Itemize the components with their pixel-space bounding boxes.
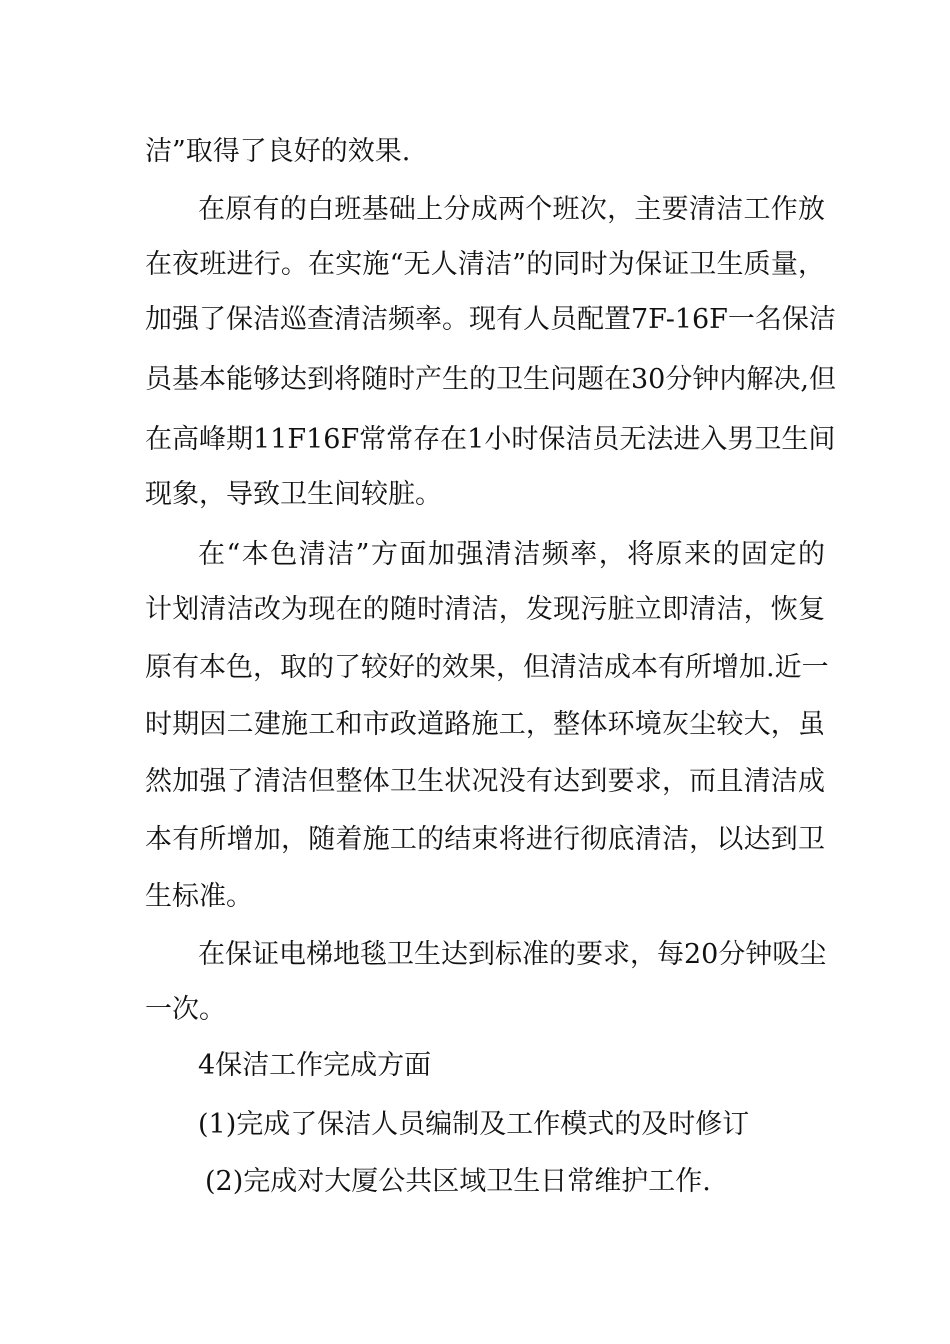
paragraph-line: 在夜班进行。在实施“无人清洁”的同时为保证卫生质量， bbox=[145, 249, 825, 280]
text-line: 洁”取得了良好的效果. bbox=[145, 136, 411, 167]
paragraph-line: 原有本色，取的了较好的效果，但清洁成本有所增加.近一 bbox=[145, 652, 829, 683]
paragraph-line: 在保证电梯地毯卫生达到标准的要求，每20分钟吸尘 bbox=[198, 939, 827, 970]
paragraph-line: 一次。 bbox=[145, 994, 226, 1025]
paragraph-line: 然加强了清洁但整体卫生状况没有达到要求，而且清洁成 bbox=[145, 766, 825, 797]
paragraph-line: 在“本色清洁”方面加强清洁频率，将原来的固定的 bbox=[198, 539, 825, 570]
paragraph-line: 在高峰期11F16F常常存在1小时保洁员无法进入男卫生间 bbox=[145, 424, 836, 455]
paragraph-line: 本有所增加，随着施工的结束将进行彻底清洁，以达到卫 bbox=[145, 824, 825, 855]
paragraph-line: 生标准。 bbox=[145, 881, 253, 912]
paragraph-line: 加强了保洁巡查清洁频率。现有人员配置7F-16F一名保洁 bbox=[145, 304, 836, 335]
paragraph-line: 在原有的白班基础上分成两个班次，主要清洁工作放 bbox=[198, 194, 825, 225]
paragraph-line: 计划清洁改为现在的随时清洁，发现污脏立即清洁，恢复 bbox=[145, 594, 825, 625]
section-heading: 4保洁工作完成方面 bbox=[198, 1050, 432, 1081]
paragraph-line: 时期因二建施工和市政道路施工，整体环境灰尘较大，虽 bbox=[145, 709, 825, 740]
paragraph-line: 员基本能够达到将随时产生的卫生问题在30分钟内解决,但 bbox=[145, 364, 836, 395]
list-item: (1)完成了保洁人员编制及工作模式的及时修订 bbox=[198, 1109, 750, 1140]
list-item: (2)完成对大厦公共区域卫生日常维护工作. bbox=[205, 1166, 711, 1197]
paragraph-line: 现象，导致卫生间较脏。 bbox=[145, 479, 442, 510]
